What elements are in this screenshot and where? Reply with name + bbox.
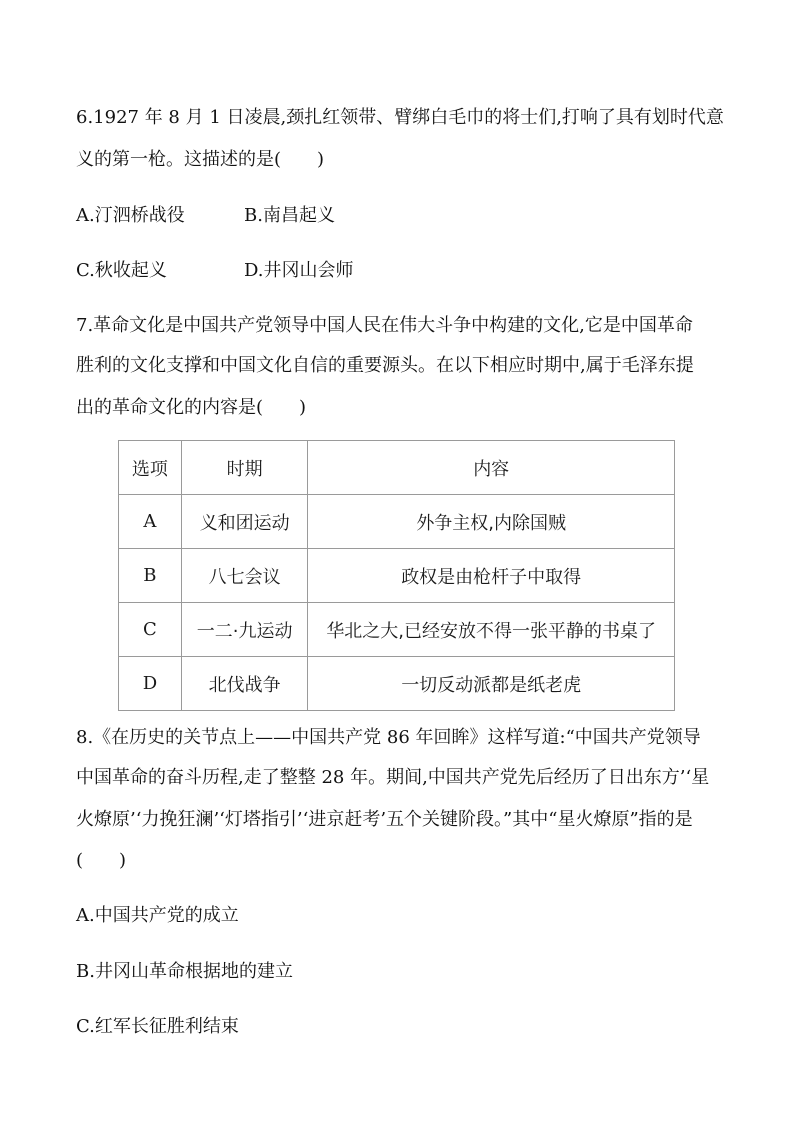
q7-table (118, 440, 675, 711)
q6-stem-line-2: 义的第一枪。这描述的是( ) (76, 149, 325, 170)
q8-option-b: B.井冈山革命根据地的建立 (76, 961, 293, 982)
q8-stem-line-2: 中国革命的奋斗历程,走了整整 28 年。期间,中国共产党先后经历了日出东方’‘星 (76, 767, 710, 788)
table-row (119, 549, 675, 603)
row-option: D (119, 657, 182, 711)
row-period: 一二·九运动 (181, 603, 308, 657)
q8-stem-line-3: 火燎原’‘力挽狂澜’‘灯塔指引’‘进京赶考’五个关键阶段。”其中“星火燎原”指的是 (76, 809, 693, 830)
q7-stem-line-3: 出的革命文化的内容是( ) (76, 397, 307, 418)
q8-option-c: C.红军长征胜利结束 (76, 1016, 239, 1037)
q6-option-c: C.秋收起义 (76, 260, 167, 281)
q8-option-a: A.中国共产党的成立 (76, 905, 239, 926)
q7-stem-line-1: 7.革命文化是中国共产党领导中国人民在伟大斗争中构建的文化,它是中国革命 (76, 315, 693, 336)
row-option: C (119, 603, 182, 657)
row-period: 八七会议 (181, 549, 308, 603)
table-row (119, 603, 675, 657)
row-option: A (119, 495, 182, 549)
row-content: 政权是由枪杆子中取得 (308, 549, 675, 603)
row-content: 华北之大,已经安放不得一张平静的书桌了 (308, 603, 675, 657)
q6-option-a: A.汀泗桥战役 (76, 205, 185, 226)
row-period: 北伐战争 (181, 657, 308, 711)
q8-stem-line-1: 8.《在历史的关节点上——中国共产党 86 年回眸》这样写道:“中国共产党领导 (76, 727, 701, 748)
row-option: B (119, 549, 182, 603)
q6-option-b: B.南昌起义 (244, 205, 335, 226)
header-period: 时期 (181, 441, 308, 495)
q6-option-d: D.井冈山会师 (244, 260, 354, 281)
table-row (119, 495, 675, 549)
q6-stem-line-1: 6.1927 年 8 月 1 日凌晨,颈扎红领带、臂绑白毛巾的将士们,打响了具有划时代意 (76, 107, 724, 128)
table-header-row (119, 441, 675, 495)
row-content: 一切反动派都是纸老虎 (308, 657, 675, 711)
header-content: 内容 (308, 441, 675, 495)
q8-stem-line-4: ( ) (76, 850, 127, 871)
row-period: 义和团运动 (181, 495, 308, 549)
header-option: 选项 (119, 441, 182, 495)
q7-stem-line-2: 胜利的文化支撑和中国文化自信的重要源头。在以下相应时期中,属于毛泽东提 (76, 355, 694, 376)
row-content: 外争主权,内除国贼 (308, 495, 675, 549)
table-row (119, 657, 675, 711)
